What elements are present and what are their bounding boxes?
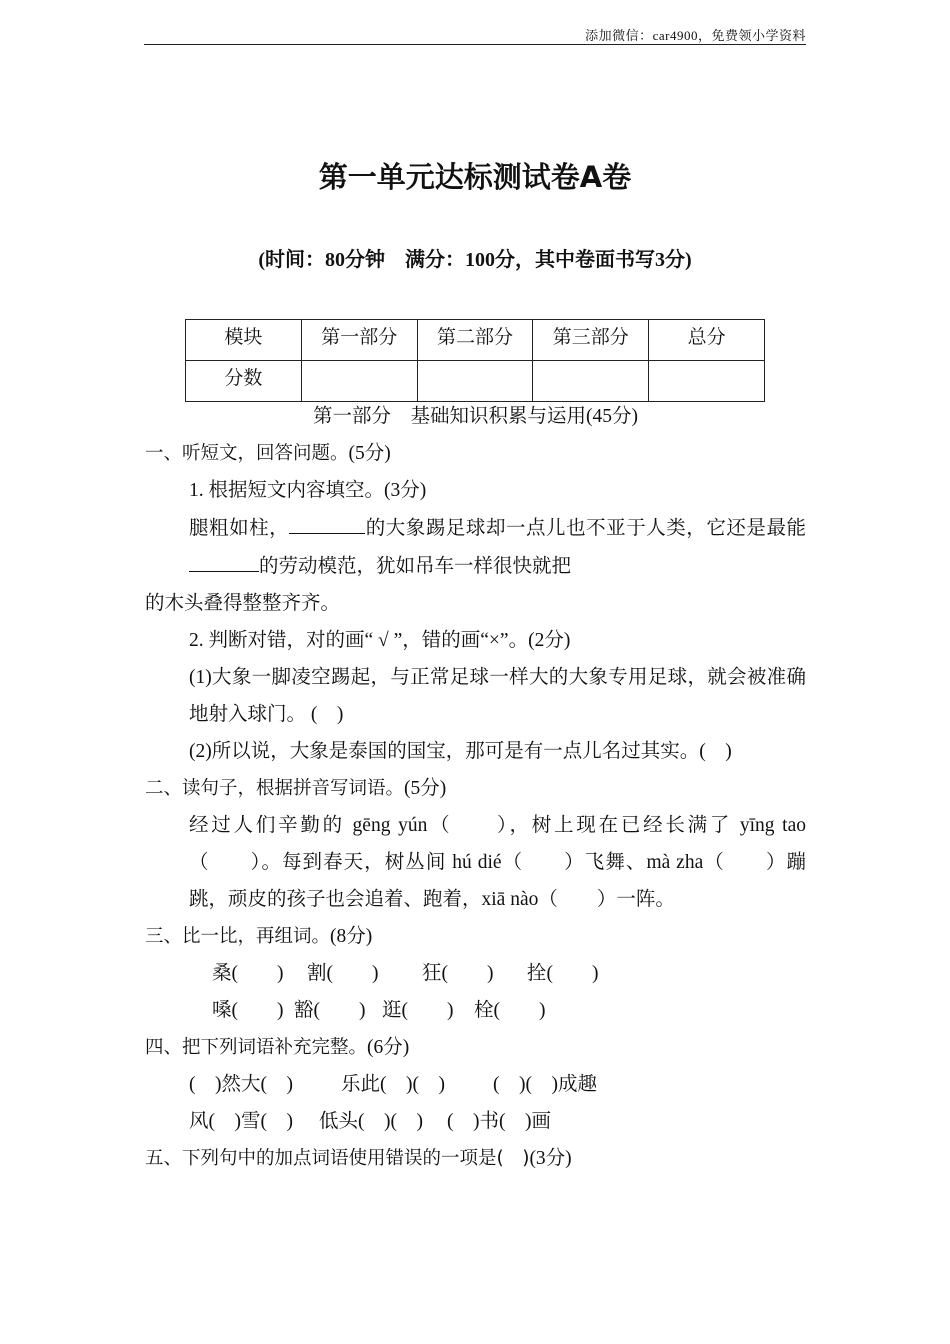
exam-info: (时间：80分钟 满分：100分，其中卷面书写3分) [258, 249, 692, 271]
score-input-cell[interactable] [301, 361, 417, 402]
question-score: (5分) [348, 443, 391, 464]
header-divider [144, 44, 806, 45]
question-3-title [145, 918, 806, 955]
word-item: 逛( ) [382, 1000, 454, 1021]
word-item: 嗓( ) [212, 1000, 284, 1021]
word-item: 割( ) [307, 963, 379, 984]
page-title: 第一单元达标测试卷A卷 [318, 160, 632, 194]
question-3-row-1 [145, 955, 806, 992]
score-table [185, 319, 765, 402]
fill-blank[interactable] [289, 509, 365, 534]
question-2-title [145, 770, 806, 807]
header-note: 添加微信：car4900，免费领小学资料 [585, 28, 806, 43]
score-table-row-label: 分数 [186, 361, 302, 402]
question-title-text: 二、读句子，根据拼音写词语。 [145, 778, 405, 799]
question-1-sub1-text [145, 509, 806, 585]
score-table-cell: 第三部分 [533, 320, 649, 361]
score-input-cell[interactable] [533, 361, 649, 402]
question-title-text: 四、把下列词语补充完整。 [145, 1037, 368, 1058]
text-fragment: 的劳动模范，犹如吊车一样很快就把 [259, 556, 572, 577]
question-1-sub2-title: 2. 判断对错，对的画“ √ ”，错的画“×”。(2分) [189, 630, 571, 651]
score-table-row [186, 361, 765, 402]
exam-content [145, 398, 806, 1177]
question-2-text: 经过人们辛勤的 gēng yún（ ），树上现在已经长满了 yīng tao（ ）。每到春天，树丛间 hú dié（ ）飞舞、mà zha（ ）蹦跳，顽皮的孩子也会追着、跑着，xiā nào（ ）一阵。 [189, 815, 806, 910]
question-title-text: 三、比一比，再组词。 [145, 926, 331, 947]
word-item: 拴( ) [527, 963, 599, 984]
question-score: (6分) [367, 1037, 410, 1058]
question-1-sub1-title: 1. 根据短文内容填空。(3分) [189, 480, 427, 501]
judge-item-2: (2)所以说，大象是泰国的国宝，那可是有一点儿名过其实。( ) [189, 741, 732, 762]
question-1-title [145, 435, 806, 472]
score-input-cell[interactable] [649, 361, 765, 402]
question-score: (8分) [330, 926, 373, 947]
word-item: 桑( ) [212, 963, 284, 984]
part-title: 第一部分 基础知识积累与运用(45分) [313, 406, 638, 427]
score-table-cell: 模块 [186, 320, 302, 361]
score-table-header-row [186, 320, 765, 361]
score-table-cell: 第一部分 [301, 320, 417, 361]
question-score: (3分) [529, 1148, 572, 1169]
score-input-cell[interactable] [417, 361, 533, 402]
idiom-item: ( )( )成趣 [493, 1074, 597, 1095]
text-fragment: 的大象踢足球却一点儿也不亚于人类，它还是最能 [365, 518, 806, 539]
question-title-text: 五、下列句中的加点词语使用错误的一项是( ) [145, 1148, 530, 1169]
text-fragment: 腿粗如柱， [189, 518, 290, 539]
question-3-row-2 [145, 992, 806, 1029]
question-1-sub1-text-end: 的木头叠得整整齐齐。 [145, 593, 341, 614]
judge-item-1: (1)大象一脚凌空踢起，与正常足球一样大的大象专用足球，就会被准确地射入球门。 ( ) [189, 667, 806, 725]
word-item: 豁( ) [294, 1000, 366, 1021]
idiom-item: 乐此( )( ) [341, 1074, 445, 1095]
question-5-title [145, 1140, 806, 1177]
question-4-row-1 [145, 1066, 806, 1103]
question-score: (5分) [404, 778, 447, 799]
idiom-item: 风( )雪( ) [189, 1111, 293, 1132]
score-table-cell: 总分 [649, 320, 765, 361]
fill-blank[interactable] [189, 547, 259, 572]
idiom-item: ( )然大( ) [189, 1074, 293, 1095]
question-4-row-2 [145, 1103, 806, 1140]
word-item: 狂( ) [422, 963, 494, 984]
question-4-title [145, 1029, 806, 1066]
score-table-cell: 第二部分 [417, 320, 533, 361]
word-item: 栓( ) [474, 1000, 546, 1021]
idiom-item: ( )书( )画 [447, 1111, 551, 1132]
idiom-item: 低头( )( ) [319, 1111, 423, 1132]
question-title-text: 一、听短文，回答问题。 [145, 443, 349, 464]
